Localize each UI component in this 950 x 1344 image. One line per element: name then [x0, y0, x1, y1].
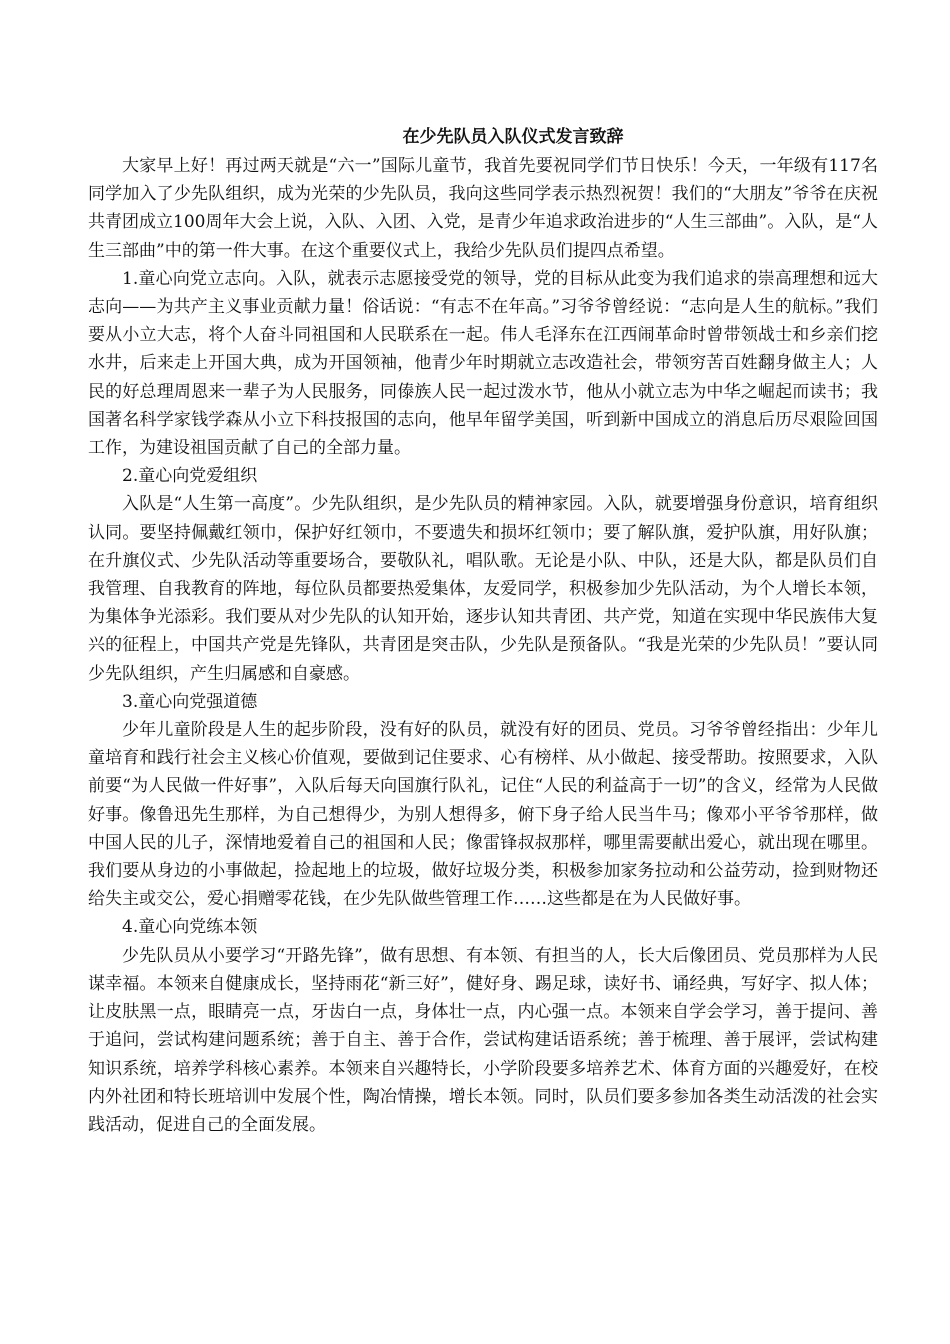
- section-4-paragraph: 少先队员从小要学习“开路先锋”，做有思想、有本领、有担当的人，长大后像团员、党员那样为人民谋幸福。本领来自健康成长，坚持雨花“新三好”，健好身、踢足球，读好书、诵经典，写好字、拟人体；让皮肤黑一点，眼睛亮一点，牙齿白一点，身体壮一点，内心强一点。本领来自学会学习，善于提问、善于追问，尝试构建问题系统；善于自主、善于合作，尝试构建话语系统；善于梳理、善于展评，尝试构建知识系统，培养学科核心素养。本领来自兴趣特长，小学阶段要多培养艺术、体育方面的兴趣爱好，在校内外社团和特长班培训中发展个性，陶冶情操，增长本领。同时，队员们要多参加各类生动活泼的社会实践活动，促进自己的全面发展。: [88, 945, 878, 1135]
- document-page: [88, 123, 878, 1139]
- section-2-heading: 2.童心向党爱组织: [122, 466, 258, 487]
- section-3-paragraph: 少年儿童阶段是人生的起步阶段，没有好的队员，就没有好的团员、党员。习爷爷曾经指出：少年儿童培育和践行社会主义核心价值观，要做到记住要求、心有榜样、从小做起、接受帮助。按照要求，入队前要“为人民做一件好事”，入队后每天向国旗行队礼，记住“人民的利益高于一切”的含义，经常为人民做好事。像鲁迅先生那样，为自己想得少，为别人想得多，俯下身子给人民当牛马；像邓小平爷爷那样，做中国人民的儿子，深情地爱着自己的祖国和人民；像雷锋叔叔那样，哪里需要献出爱心，就出现在哪里。我们要从身边的小事做起，捡起地上的垃圾，做好垃圾分类，积极参加家务拉动和公益劳动，捡到财物还给失主或交公，爱心捐赠零花钱，在少先队做些管理工作……这些都是在为人民做好事。: [88, 720, 878, 910]
- section-3-heading: 3.童心向党强道德: [122, 691, 258, 712]
- document-title: 在少先队员入队仪式发言致辞: [402, 127, 624, 147]
- section-1-paragraph: 1.童心向党立志向。入队，就表示志愿接受党的领导，党的目标从此变为我们追求的崇高理想和远大志向——为共产主义事业贡献力量！俗话说：“有志不在年高。”习爷爷曾经说：“志向是人生的航标。”我们要从小立大志，将个人奋斗同祖国和人民联系在一起。伟人毛泽东在江西闹革命时曾带领战士和乡亲们挖水井，后来走上开国大典，成为开国领袖，他青少年时期就立志改造社会，带领穷苦百姓翻身做主人；人民的好总理周恩来一辈子为人民服务，同傣族人民一起过泼水节，他从小就立志为中华之崛起而读书；我国著名科学家钱学森从小立下科技报国的志向，他早年留学美国，听到新中国成立的消息后历尽艰险回国工作，为建设祖国贡献了自己的全部力量。: [88, 268, 878, 459]
- section-2-paragraph: 入队是“人生第一高度”。少先队组织，是少先队员的精神家园。入队，就要增强身份意识，培育组织认同。要坚持佩戴红领巾，保护好红领巾，不要遗失和损坏红领巾；要了解队旗，爱护队旗，用好队旗；在升旗仪式、少先队活动等重要场合，要敬队礼，唱队歌。无论是小队、中队，还是大队，都是队员们自我管理、自我教育的阵地，每位队员都要热爱集体，友爱同学，积极参加少先队活动，为个人增长本领，为集体争光添彩。我们要从对少先队的认知开始，逐步认知共青团、共产党，知道在实现中华民族伟大复兴的征程上，中国共产党是先锋队，共青团是突击队，少先队是预备队。“我是光荣的少先队员！”要认同少先队组织，产生归属感和自豪感。: [88, 494, 878, 684]
- section-4-heading: 4.童心向党练本领: [122, 917, 258, 938]
- intro-paragraph: 大家早上好！再过两天就是“六一”国际儿童节，我首先要祝同学们节日快乐！今天，一年级有117名同学加入了少先队组织，成为光荣的少先队员，我向这些同学表示热烈祝贺！我们的“大朋友”爷爷在庆祝共青团成立100周年大会上说，入队、入团、入党，是青少年追求政治进步的“人生三部曲”。入队，是“人生三部曲”中的第一件大事。在这个重要仪式上，我给少先队员们提四点希望。: [88, 156, 878, 261]
